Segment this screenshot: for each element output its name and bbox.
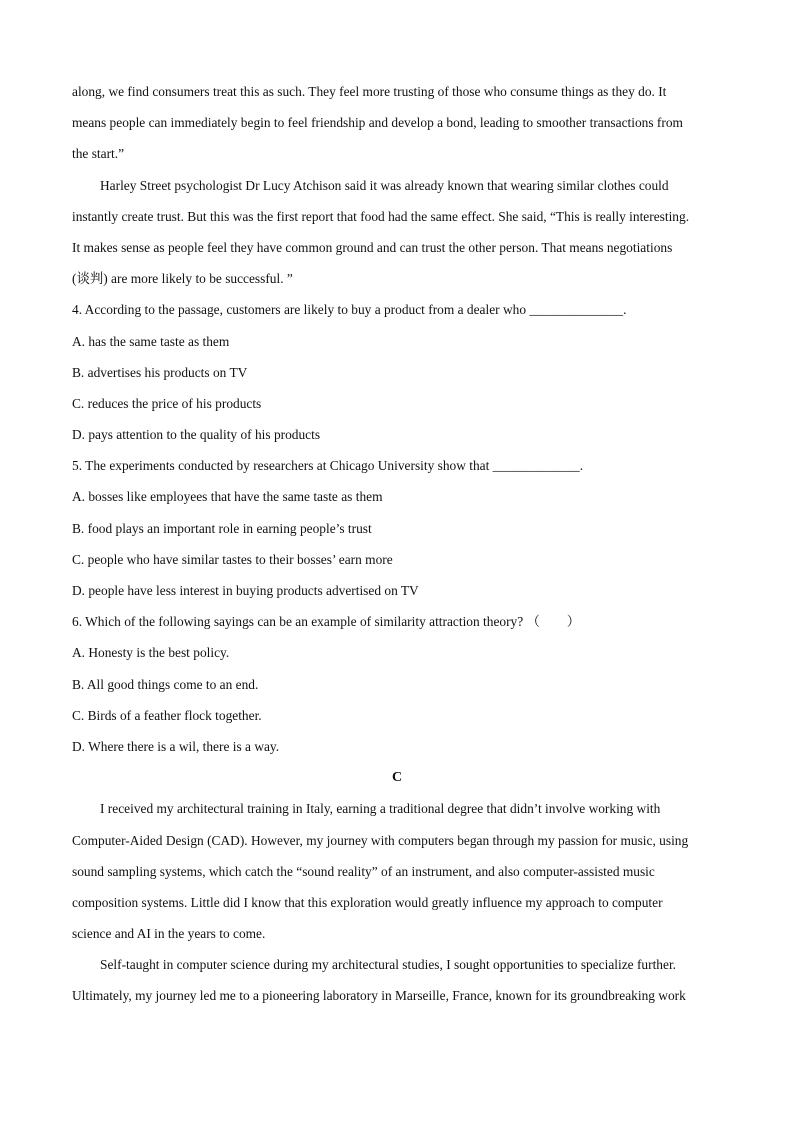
text-line: instantly create trust. But this was the first report that food had the same effect. She said, “This is really interesting. — [72, 208, 690, 224]
answer-option: B. All good things come to an end. — [72, 676, 259, 692]
text-line: along, we find consumers treat this as such. They feel more trusting of those who consume things as they do. It — [72, 84, 667, 99]
answer-option: C. Birds of a feather flock together. — [72, 707, 262, 723]
question-stem: 6. Which of the following sayings can be an example of similarity attraction theory? （ ） — [72, 614, 581, 630]
question-stem: 4. According to the passage, customers are likely to buy a product from a dealer who ______________. — [72, 302, 627, 318]
passage-b-ending-paragraph — [72, 76, 722, 170]
answer-option: A. Honesty is the best policy. — [72, 645, 230, 661]
answer-option: B. food plays an important role in earning people’s trust — [72, 520, 372, 536]
answer-option: A. bosses like employees that have the same taste as them — [72, 489, 383, 505]
section-c-paragraph-2 — [72, 949, 722, 1011]
question-6 — [72, 606, 722, 762]
answer-option: D. pays attention to the quality of his products — [72, 427, 321, 443]
text-line: science and AI in the years to come. — [72, 926, 266, 942]
text-line: I received my architectural training in Italy, earning a traditional degree that didn’t involve working with — [100, 801, 661, 817]
text-line: Harley Street psychologist Dr Lucy Atchison said it was already known that wearing similar clothes could — [100, 177, 669, 193]
text-line: sound sampling systems, which catch the “sound reality” of an instrument, and also computer-assisted music — [72, 863, 655, 879]
text-line: Ultimately, my journey led me to a pioneering laboratory in Marseille, France, known for its groundbreaking work — [72, 988, 686, 1004]
answer-option: C. people who have similar tastes to their bosses’ earn more — [72, 551, 393, 567]
text-line: (谈判) are more likely to be successful. ” — [72, 271, 293, 287]
text-line: It makes sense as people feel they have common ground and can trust the other person. That means negotiations — [72, 239, 673, 255]
section-c-paragraph-1 — [72, 793, 722, 949]
section-c-heading: C — [391, 770, 403, 786]
answer-option: D. people have less interest in buying products advertised on TV — [72, 583, 419, 598]
question-4 — [72, 294, 722, 450]
text-line: means people can immediately begin to feel friendship and develop a bond, leading to smoother transactions from — [72, 115, 683, 131]
question-stem: 5. The experiments conducted by researchers at Chicago University show that _____________. — [72, 458, 584, 474]
answer-option: B. advertises his products on TV — [72, 364, 248, 380]
document-page — [72, 76, 722, 1012]
text-line: Self-taught in computer science during my architectural studies, I sought opportunities to specialize further. — [100, 957, 677, 973]
text-line: the start.” — [72, 146, 125, 162]
question-5 — [72, 450, 722, 606]
text-line: Computer-Aided Design (CAD). However, my journey with computers began through my passion for music, using — [72, 832, 689, 848]
answer-option: C. reduces the price of his products — [72, 395, 262, 411]
answer-option: D. Where there is a wil, there is a way. — [72, 738, 280, 754]
answer-option: A. has the same taste as them — [72, 333, 230, 349]
text-line: composition systems. Little did I know that this exploration would greatly influence my approach to computer — [72, 894, 663, 910]
passage-b-psychologist-paragraph — [72, 170, 722, 295]
